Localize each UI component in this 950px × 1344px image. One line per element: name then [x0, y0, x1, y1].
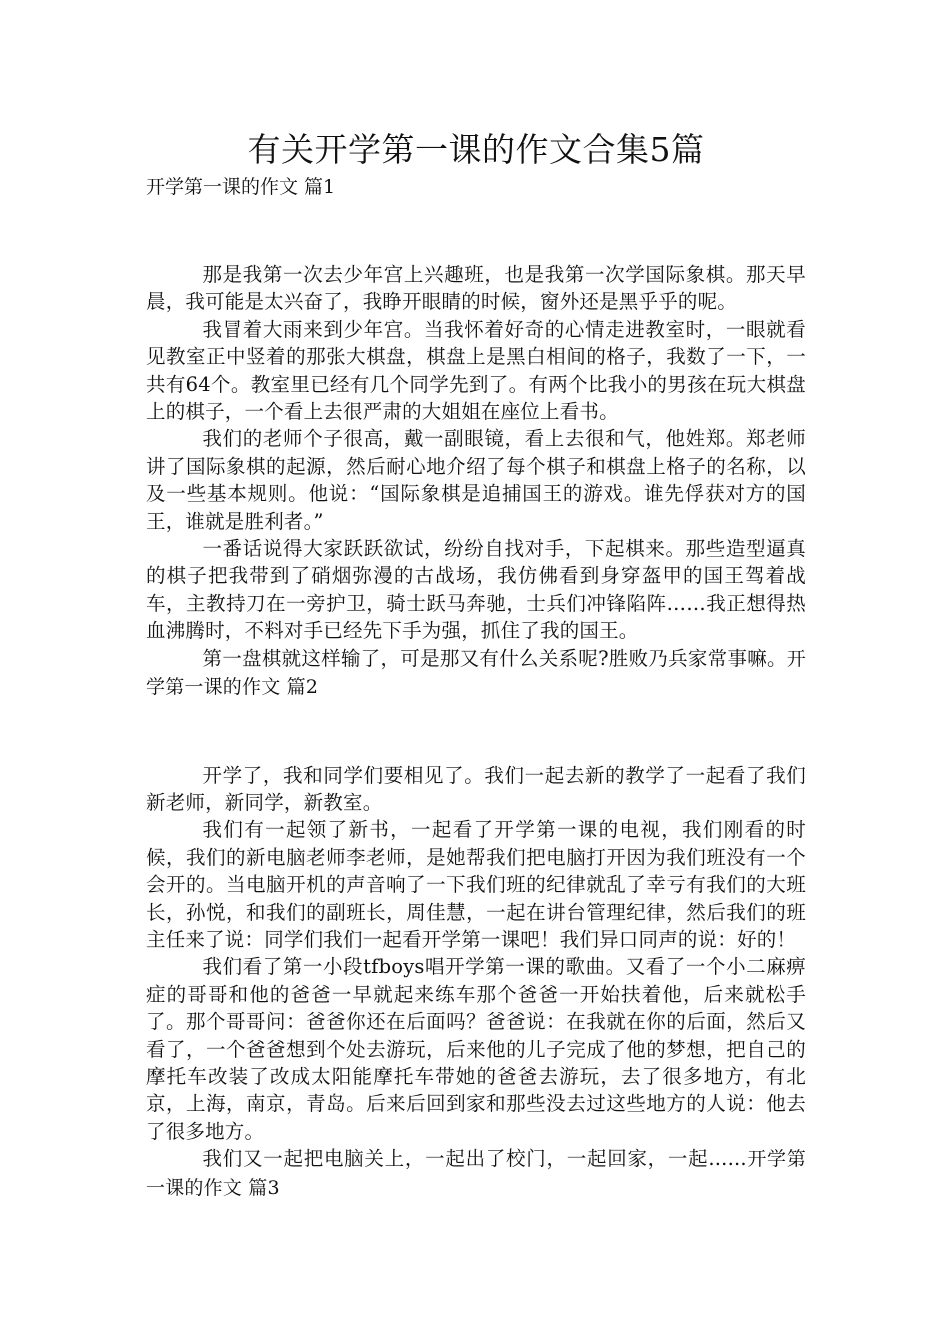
paragraph-1-1: 那是我第一次去少年宫上兴趣班，也是我第一次学国际象棋。那天早晨，我可能是太兴奋了，我睁开眼睛的时候，窗外还是黑乎乎的呢。	[146, 263, 806, 314]
paragraph-1-4: 一番话说得大家跃跃欲试，纷纷自找对手，下起棋来。那些造型逼真的棋子把我带到了硝烟弥漫的古战场，我仿佛看到身穿盔甲的国王驾着战车，主教持刀在一旁护卫，骑士跃马奔驰，士兵们冲锋陷阵……我正想得热血沸腾时，不料对手已经先下手为强，抓住了我的国王。	[146, 537, 806, 643]
paragraph-1-3: 我们的老师个子很高，戴一副眼镜，看上去很和气，他姓郑。郑老师讲了国际象棋的起源，然后耐心地介绍了每个棋子和棋盘上格子的名称，以及一些基本规则。他说：“国际象棋是追捕国王的游戏。谁先俘获对方的国王，谁就是胜利者。”	[146, 427, 806, 533]
section-heading-1: 开学第一课的作文 篇1	[146, 176, 336, 198]
paragraph-1-2: 我冒着大雨来到少年宫。当我怀着好奇的心情走进教室时，一眼就看见教室正中竖着的那张大棋盘，棋盘上是黑白相间的格子，我数了一下，一共有64个。教室里已经有几个同学先到了。有两个比我小的男孩在玩大棋盘上的棋子，一个看上去很严肃的大姐姐在座位上看书。	[146, 317, 806, 424]
paragraph-2-3: 我们看了第一小段tfboys唱开学第一课的歌曲。又看了一个小二麻痹症的哥哥和他的爸爸一早就起来练车那个爸爸一开始扶着他，后来就松手了。那个哥哥问：爸爸你还在后面吗？爸爸说：在我就在你的后面，然后又看了，一个爸爸想到个处去游玩，后来他的儿子完成了他的梦想，把自己的摩托车改装了改成太阳能摩托车带她的爸爸去游玩，去了很多地方，有北京，上海，南京，青岛。后来后回到家和那些没去过这些地方的人说：他去了很多地方。	[146, 955, 806, 1143]
paragraph-2-4	[146, 1145, 806, 1202]
section-heading-2: 开学第一课的作文 篇2	[146, 647, 806, 699]
section-heading-3: 开学第一课的作文 篇3	[146, 1148, 806, 1199]
paragraph-1-5-text: 第一盘棋就这样输了，可是那又有什么关系呢?胜败乃兵家常事嘛。	[202, 646, 787, 670]
paragraph-2-4-text: 我们又一起把电脑关上，一起出了校门，一起回家，一起......	[202, 1147, 747, 1171]
section-gap	[146, 201, 806, 261]
paragraph-2-2: 我们有一起领了新书，一起看了开学第一课的电视，我们刚看的时候，我们的新电脑老师李老师，是她帮我们把电脑打开因为我们班没有一个会开的。当电脑开机的声音响了一下我们班的纪律就乱了幸亏有我们的大班长，孙悦，和我们的副班长，周佳慧，一起在讲台管理纪律，然后我们的班主任来了说：同学们我们一起看开学第一课吧！我们异口同声的说：好的！	[146, 818, 806, 951]
document-title: 有关开学第一课的作文合集5篇	[247, 130, 705, 169]
paragraph-2-1: 开学了，我和同学们要相见了。我们一起去新的教学了一起看了我们新老师，新同学，新教室。	[146, 763, 806, 814]
section-gap	[146, 702, 806, 762]
paragraph-1-5	[146, 645, 806, 702]
document-page	[146, 128, 806, 1202]
